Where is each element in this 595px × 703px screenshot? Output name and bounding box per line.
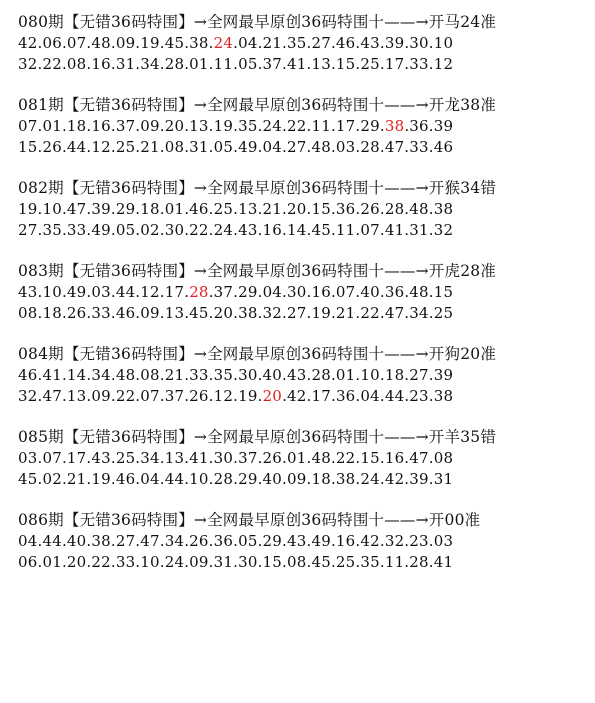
numbers-text: 03.07.17.43.25.34.13.41.30.37.26.01.48.22.15.16.47.08 <box>18 449 454 467</box>
period-block-084 <box>18 344 588 407</box>
period-block-086 <box>18 510 588 573</box>
winning-number: 38 <box>384 117 405 135</box>
number-row <box>18 552 588 573</box>
number-row <box>18 33 588 54</box>
period-title: 086期【无错36码特围】→全网最早原创36码特围十——→开00准 <box>18 511 481 529</box>
winning-number: 28 <box>189 283 209 301</box>
numbers-text: .04.21.35.27.46.43.39.30.10 <box>233 34 454 52</box>
numbers-text: 19.10.47.39.29.18.01.46.25.13.21.20.15.36.26.28.48.38 <box>18 200 454 218</box>
number-row <box>18 282 588 303</box>
number-row <box>18 199 588 220</box>
prediction-document <box>18 12 588 593</box>
period-title: 083期【无错36码特围】→全网最早原创36码特围十——→开虎28准 <box>18 262 497 280</box>
numbers-text: 32.47.13.09.22.07.37.26.12.19. <box>18 387 263 405</box>
numbers-text: .42.17.36.04.44.23.38 <box>282 387 454 405</box>
numbers-text: 43.10.49.03.44.12.17. <box>18 283 190 301</box>
number-row <box>18 220 588 241</box>
numbers-text: 42.06.07.48.09.19.45.38. <box>18 34 214 52</box>
period-title: 080期【无错36码特围】→全网最早原创36码特围十——→开马24准 <box>18 13 497 31</box>
numbers-text: .36.39 <box>404 117 454 135</box>
number-row <box>18 386 588 407</box>
numbers-text: 32.22.08.16.31.34.28.01.11.05.37.41.13.15.25.17.33.12 <box>18 55 454 73</box>
numbers-text: 07.01.18.16.37.09.20.13.19.35.24.22.11.17.29. <box>18 117 385 135</box>
numbers-text: 27.35.33.49.05.02.30.22.24.43.16.14.45.11.07.41.31.32 <box>18 221 454 239</box>
period-title: 082期【无错36码特围】→全网最早原创36码特围十——→开猴34错 <box>18 179 497 197</box>
number-row <box>18 448 588 469</box>
numbers-text: .37.29.04.30.16.07.40.36.48.15 <box>208 283 454 301</box>
winning-number: 20 <box>262 387 283 405</box>
period-title: 084期【无错36码特围】→全网最早原创36码特围十——→开狗20准 <box>18 345 497 363</box>
period-block-082 <box>18 178 588 241</box>
winning-number: 24 <box>213 34 234 52</box>
period-block-085 <box>18 427 588 490</box>
period-title: 081期【无错36码特围】→全网最早原创36码特围十——→开龙38准 <box>18 96 497 114</box>
period-block-081 <box>18 95 588 158</box>
number-row <box>18 54 588 75</box>
numbers-text: 06.01.20.22.33.10.24.09.31.30.15.08.45.25.35.11.28.41 <box>18 553 454 571</box>
numbers-text: 46.41.14.34.48.08.21.33.35.30.40.43.28.01.10.18.27.39 <box>18 366 454 384</box>
number-row <box>18 116 588 137</box>
number-row <box>18 137 588 158</box>
number-row <box>18 365 588 386</box>
numbers-text: 45.02.21.19.46.04.44.10.28.29.40.09.18.38.24.42.39.31 <box>18 470 454 488</box>
number-row <box>18 469 588 490</box>
period-title: 085期【无错36码特围】→全网最早原创36码特围十——→开羊35错 <box>18 428 497 446</box>
numbers-text: 04.44.40.38.27.47.34.26.36.05.29.43.49.16.42.32.23.03 <box>18 532 454 550</box>
number-row <box>18 531 588 552</box>
numbers-text: 08.18.26.33.46.09.13.45.20.38.32.27.19.21.22.47.34.25 <box>18 304 454 322</box>
number-row <box>18 303 588 324</box>
period-block-083 <box>18 261 588 324</box>
period-block-080 <box>18 12 588 75</box>
numbers-text: 15.26.44.12.25.21.08.31.05.49.04.27.48.03.28.47.33.46 <box>18 138 454 156</box>
